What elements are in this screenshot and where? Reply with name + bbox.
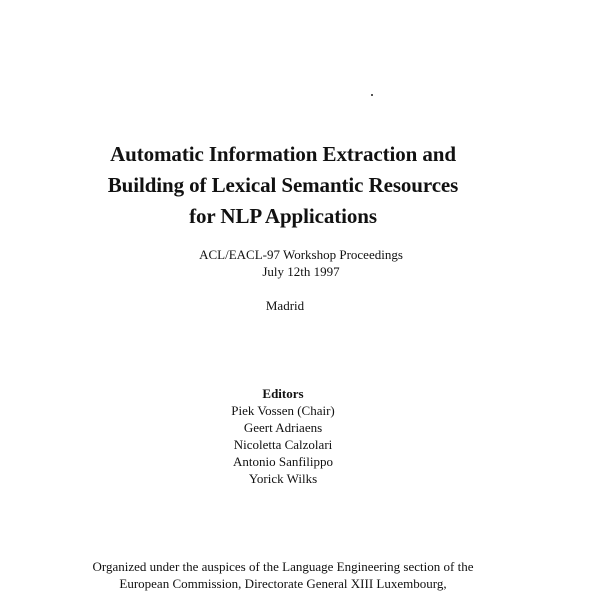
title-line-2: Building of Lexical Semantic Resources (107, 173, 459, 197)
editor-name: Geert Adriaens (243, 420, 323, 435)
document-title (0, 139, 566, 232)
proceedings-info (0, 246, 600, 280)
scan-speck (371, 94, 373, 96)
workshop-name: ACL/EACL-97 Workshop Proceedings (199, 247, 403, 262)
title-line-1: Automatic Information Extraction and (110, 142, 456, 166)
editor-name: Yorick Wilks (248, 471, 318, 486)
editor-name: Piek Vossen (Chair) (231, 403, 335, 418)
organization-line-1: Organized under the auspices of the Language Engineering section of the (92, 559, 474, 574)
location: Madrid (265, 298, 305, 313)
editors-block (0, 385, 566, 487)
workshop-date: July 12th 1997 (262, 264, 340, 279)
editor-name: Nicoletta Calzolari (233, 437, 333, 452)
editors-heading: Editors (262, 386, 304, 401)
organization-note (0, 558, 566, 592)
organization-line-2: European Commission, Directorate General XIII Luxembourg, (119, 576, 447, 591)
editor-name: Antonio Sanfilippo (232, 454, 334, 469)
title-line-3: for NLP Applications (189, 204, 377, 228)
